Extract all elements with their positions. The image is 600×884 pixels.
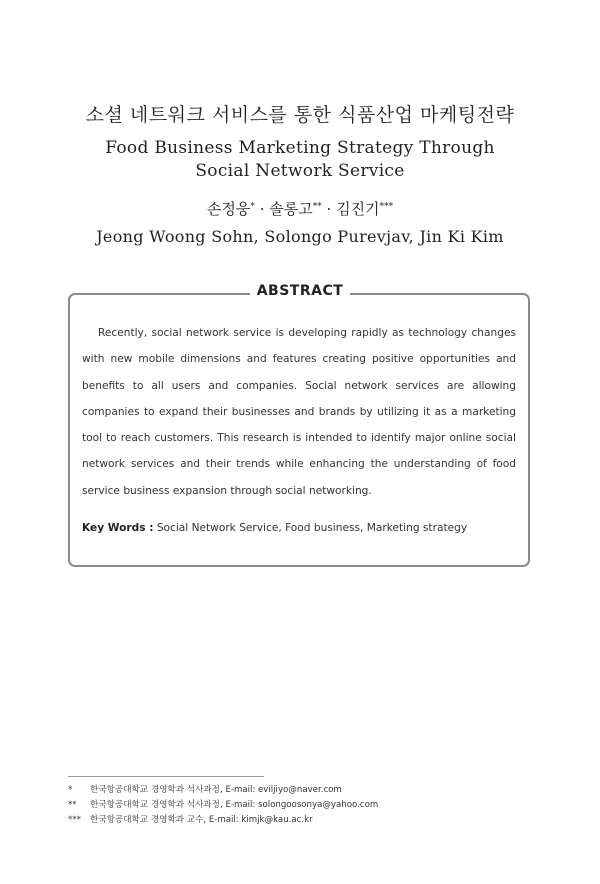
keywords (82, 522, 522, 534)
paper-title-korean: 소셜 네트워크 서비스를 통한 식품산업 마케팅전략 (85, 104, 515, 126)
footnote-mark: *** (68, 815, 81, 825)
footnote (68, 813, 378, 828)
author-name: 손정웅 (206, 200, 251, 218)
footnote-divider (68, 776, 264, 777)
footnote-text: 한국항공대학교 경영학과 교수, E-mail: kimjk@kau.ac.kr (90, 815, 313, 825)
abstract-heading: ABSTRACT (250, 283, 350, 299)
footnote-mark: ** (68, 800, 77, 810)
author-separator: · (259, 200, 265, 218)
author-separator: · (326, 200, 332, 218)
footnote-text: 한국항공대학교 경영학과 석사과정, E-mail: solongoosonya@yahoo.com (90, 800, 379, 810)
author-mark: *** (379, 202, 394, 212)
footnote (68, 783, 378, 798)
footnote-text: 한국항공대학교 경영학과 석사과정, E-mail: eviljiyo@naver.com (90, 785, 342, 795)
abstract-body: Recently, social network service is developing rapidly as technology changes with new mobile dimensions and features creating positive opportunities and benefits to all users and companies. Social network services are allowing companies to expand their businesses and brands by utilizing it as a marketing tool to reach customers. This research is intended to identify major online social network services and their trends while enhancing the understanding of food service business expansion through social networking. (82, 327, 516, 497)
author-name: 김진기 (336, 200, 380, 218)
footnote (68, 798, 378, 813)
footnotes (68, 783, 378, 828)
author-name: 솔롱고 (269, 200, 313, 218)
author-mark: ** (312, 202, 322, 212)
authors-english: Jeong Woong Sohn, Solongo Purevjav, Jin Ki Kim (96, 227, 504, 246)
footnote-mark: * (68, 785, 73, 795)
author-mark: * (250, 202, 255, 212)
paper-title-english: Food Business Marketing Strategy Through Social Network Service (105, 138, 495, 181)
keywords-label: Key Words : (82, 522, 154, 534)
keywords-list: Social Network Service, Food business, Marketing strategy (156, 522, 468, 534)
authors-korean (0, 198, 600, 219)
